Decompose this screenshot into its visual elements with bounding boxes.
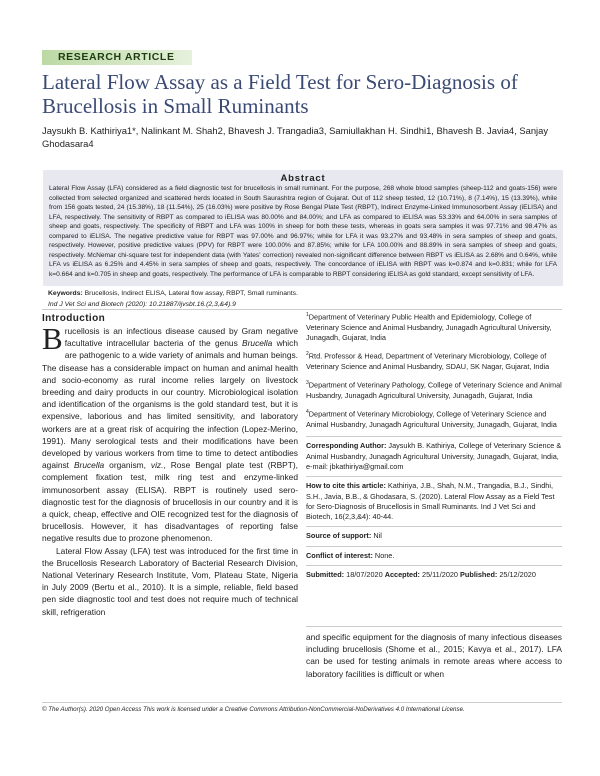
affiliation-text: Department of Veterinary Pathology, College of Veterinary Science and Animal Husbandry, Junagadh Agricultural University, Junagadh, Gujarat, India xyxy=(306,380,562,401)
info-divider xyxy=(306,565,562,566)
published-label: Published: xyxy=(460,570,498,580)
article-dates xyxy=(306,570,562,580)
how-to-cite xyxy=(306,481,562,522)
right-column-body: and specific equipment for the diagnosis of many infectious diseases including brucellosis (Shome et al., 2015; Kavya et al., 2017). LFA can be used for testing animals in remote areas where access to laboratory facilities is difficult or when xyxy=(306,632,562,679)
affiliation-text: Department of Veterinary Microbiology, College of Veterinary Science and Animal Husbandry, Junagadh Agricultural University, Junagadh, Gujarat, India xyxy=(306,409,557,430)
conflict-text: None. xyxy=(374,550,395,560)
source-of-support xyxy=(306,531,562,541)
support-text: Nil xyxy=(373,531,382,541)
introduction-body xyxy=(42,321,298,618)
intro-italic: Brucella xyxy=(73,460,105,471)
abstract-box xyxy=(42,170,563,286)
affiliation-2 xyxy=(306,349,562,372)
abstract-text: Lateral Flow Assay (LFA) considered as a field diagnostic test for brucellosis in small ruminant. For the purpose, 268 whole blood samples (sheep-112 and goats-156) were collected from selected organized and scattered herds located in South Saurashtra region of Gujarat. Out of 112 sheep tested, 12 (10.71%), 8 (7.14%), 15 (13.39%), while from 156 goats tested, 24 (15.38%), 18 (11.54%), 25 (16.03%) were positive by Rose Bengal Plate Test (RBPT), Indirect Enzyme-Linked Immunosorbent Assay (iELISA) and LFA, respectively. The sensitivity of RBPT as compared to iELISA was 80.00% and 84.00%; and LFA as compared to iELISA was 53.33% and 64.00% in sera samples of sheep and goats, respectively. The specificity of RBPT and LFA was 100% in sheep for both these tests, whereas in goats sera samples it was 97.71% and 98.47% as compared to iELISA. The negative predictive value for RBPT was 97.00% and 96.97%; while for LFA it was 93.27% and 93.48% in sera samples of sheep and goats, respectively. However, positive predictive values (PPV) for RBPT were 100.00% and 87.85%; while for LFA 100.00% and 88.89% in sera samples of sheep and goats, respectively. McNemar chi-square test for independent data (with Yates' correction) revealed non-significant difference between RBPT vs iELISA as 2.68% and 0.64%, while LFA vs iELISA as 6.25% and 4.45% in sera samples of sheep and goats, respectively. The concordance of iELISA with RBPT was k=0.874 and k=0.831; while for LFA k=0.664 and k=0.705 in sheep and goats, respectively. The performance of LFA is comparable to RBPT considering iELISA as gold standard, except sensitivity of LFA. xyxy=(49,185,557,278)
abstract-heading: Abstract xyxy=(280,173,326,184)
affiliation-marker: 3 xyxy=(306,380,309,387)
license-footer: © The Author(s). 2020 Open Access This work is licensed under a Creative Commons Attribution-NonCommercial-NoDerivatives 4.0 International License. xyxy=(42,706,465,713)
intro-text: which are pathogenic to a wide variety of animals and human beings. The disease has a considerable impact on human and animal health and socio-economy as rural income relies largely on livestock breeding and dairy products in our country. Microbiological isolation and identification of the organisms is the gold standard test, but it is expensive, laborious and has limited sensitivity, and laboratory workers are at a great risk of acquiring the infection (Lopez-Merino, 1991). Many serological tests and their modifications have been developed by various workers from time to time to detect antibodies against xyxy=(42,338,298,471)
affiliation-text: Rtd. Professor & Head, Department of Veterinary Microbiology, College of Veterinary Science and Animal Husbandry, SDAU, SK Nagar, Gujarat, India xyxy=(306,351,550,372)
info-divider xyxy=(306,476,562,477)
affiliation-marker: 1 xyxy=(306,312,309,318)
drop-cap: B xyxy=(42,321,63,356)
corresponding-text: Jaysukh B. Kathiriya, College of Veterinary Science & Animal Husbandry, Junagadh Agricultural University, Junagadh, Gujarat, India, e-mail: jbkathiriya@gmail.com xyxy=(306,441,562,471)
intro-paragraph-1 xyxy=(42,321,298,545)
info-divider xyxy=(306,526,562,527)
accepted-label: Accepted: xyxy=(384,570,420,580)
submitted-date: 18/07/2020 xyxy=(346,570,383,580)
keywords-text: Brucellosis, Indirect ELISA, Lateral flow assay, RBPT, Small ruminants. xyxy=(84,290,298,297)
affiliation-marker: 2 xyxy=(306,351,309,358)
footer-divider xyxy=(42,702,562,703)
intro-paragraph-2: Lateral Flow Assay (LFA) test was introduced for the first time in the Brucellosis Research Laboratory of Bacterial Research Division, National Veterinary Research Institute, Vom, Plateau State, Nigeria in July 2009 (Bertu et al., 2010). It is a simple, reliable, field based pen side diagnostic tool and test does not require much of technical skill, refrigeration xyxy=(42,545,298,617)
affiliation-marker: 4 xyxy=(306,409,309,416)
intro-text: rucellosis is an infectious disease caused by Gram negative facultative intracellular bacteria of the genus xyxy=(64,326,298,349)
corresponding-label: Corresponding Author: xyxy=(306,441,387,451)
journal-citation: Ind J Vet Sci and Biotech (2020): 10.21887/ijvsbt.16.(2,3,&4).9 xyxy=(48,301,236,308)
published-date: 25/12/2020 xyxy=(499,570,536,580)
corresponding-author xyxy=(306,441,562,472)
section-tag-label: RESEARCH ARTICLE xyxy=(58,51,175,63)
affiliation-3 xyxy=(306,378,562,401)
affiliation-1 xyxy=(306,310,562,343)
support-label: Source of support: xyxy=(306,531,372,541)
submitted-label: Submitted: xyxy=(306,570,345,580)
conflict-of-interest xyxy=(306,551,562,561)
how-to-cite-text: Kathiriya, J.B., Shah, N.M., Trangadia, B.J., Sindhi, S.H., Javia, B.B., & Ghodasara, S. (2020). Lateral Flow Assay as a Field Test for Sero-Diagnosis of Brucellosis in Small Ruminants. Ind J Vet Sci and Biotech, 16(2,3,&4): 40-44. xyxy=(306,481,555,522)
affiliation-text: Department of Veterinary Public Health and Epidemiology, College of Veterinary Science and Animal Husbandry, Junagadh Agricultural University, Junagadh, Gujarat, India xyxy=(306,312,552,343)
conflict-label: Conflict of interest: xyxy=(306,550,373,560)
article-info-column xyxy=(306,310,562,584)
section-tag xyxy=(42,50,192,65)
info-divider xyxy=(306,436,562,437)
intro-text: organism, xyxy=(104,460,151,471)
info-divider xyxy=(306,546,562,547)
introduction-heading: Introduction xyxy=(42,313,106,324)
how-to-cite-label: How to cite this article: xyxy=(306,481,386,491)
intro-text: , Rose Bengal plate test (RBPT), complement fixation test, milk ring test and enzyme-linked immunosorbent assay (ELISA). RBPT is routinely used sero-diagnostic test for the diagnosis of brucellosis in our country and it is a quick, cheap, effective and OIE recognized test for the diagnosis of brucellosis. However, it has disadvantages of reporting false negative results due to prozone phenomenon. xyxy=(42,460,298,544)
info-bottom-divider xyxy=(306,626,562,627)
keywords xyxy=(48,289,558,298)
intro-italic: viz. xyxy=(150,460,164,471)
accepted-date: 25/11/2020 xyxy=(422,570,458,580)
article-title: Lateral Flow Assay as a Field Test for Sero-Diagnosis of Brucellosis in Small Ruminants xyxy=(42,70,518,118)
affiliation-4 xyxy=(306,407,562,430)
intro-italic: Brucella xyxy=(242,338,273,349)
author-list: Jaysukh B. Kathiriya1*, Nalinkant M. Shah2, Bhavesh J. Trangadia3, Samiullakhan H. Sindhi1, Bhavesh B. Javia4, Sanjay Ghodasara4 xyxy=(42,125,549,149)
keywords-label: Keywords: xyxy=(48,290,83,297)
